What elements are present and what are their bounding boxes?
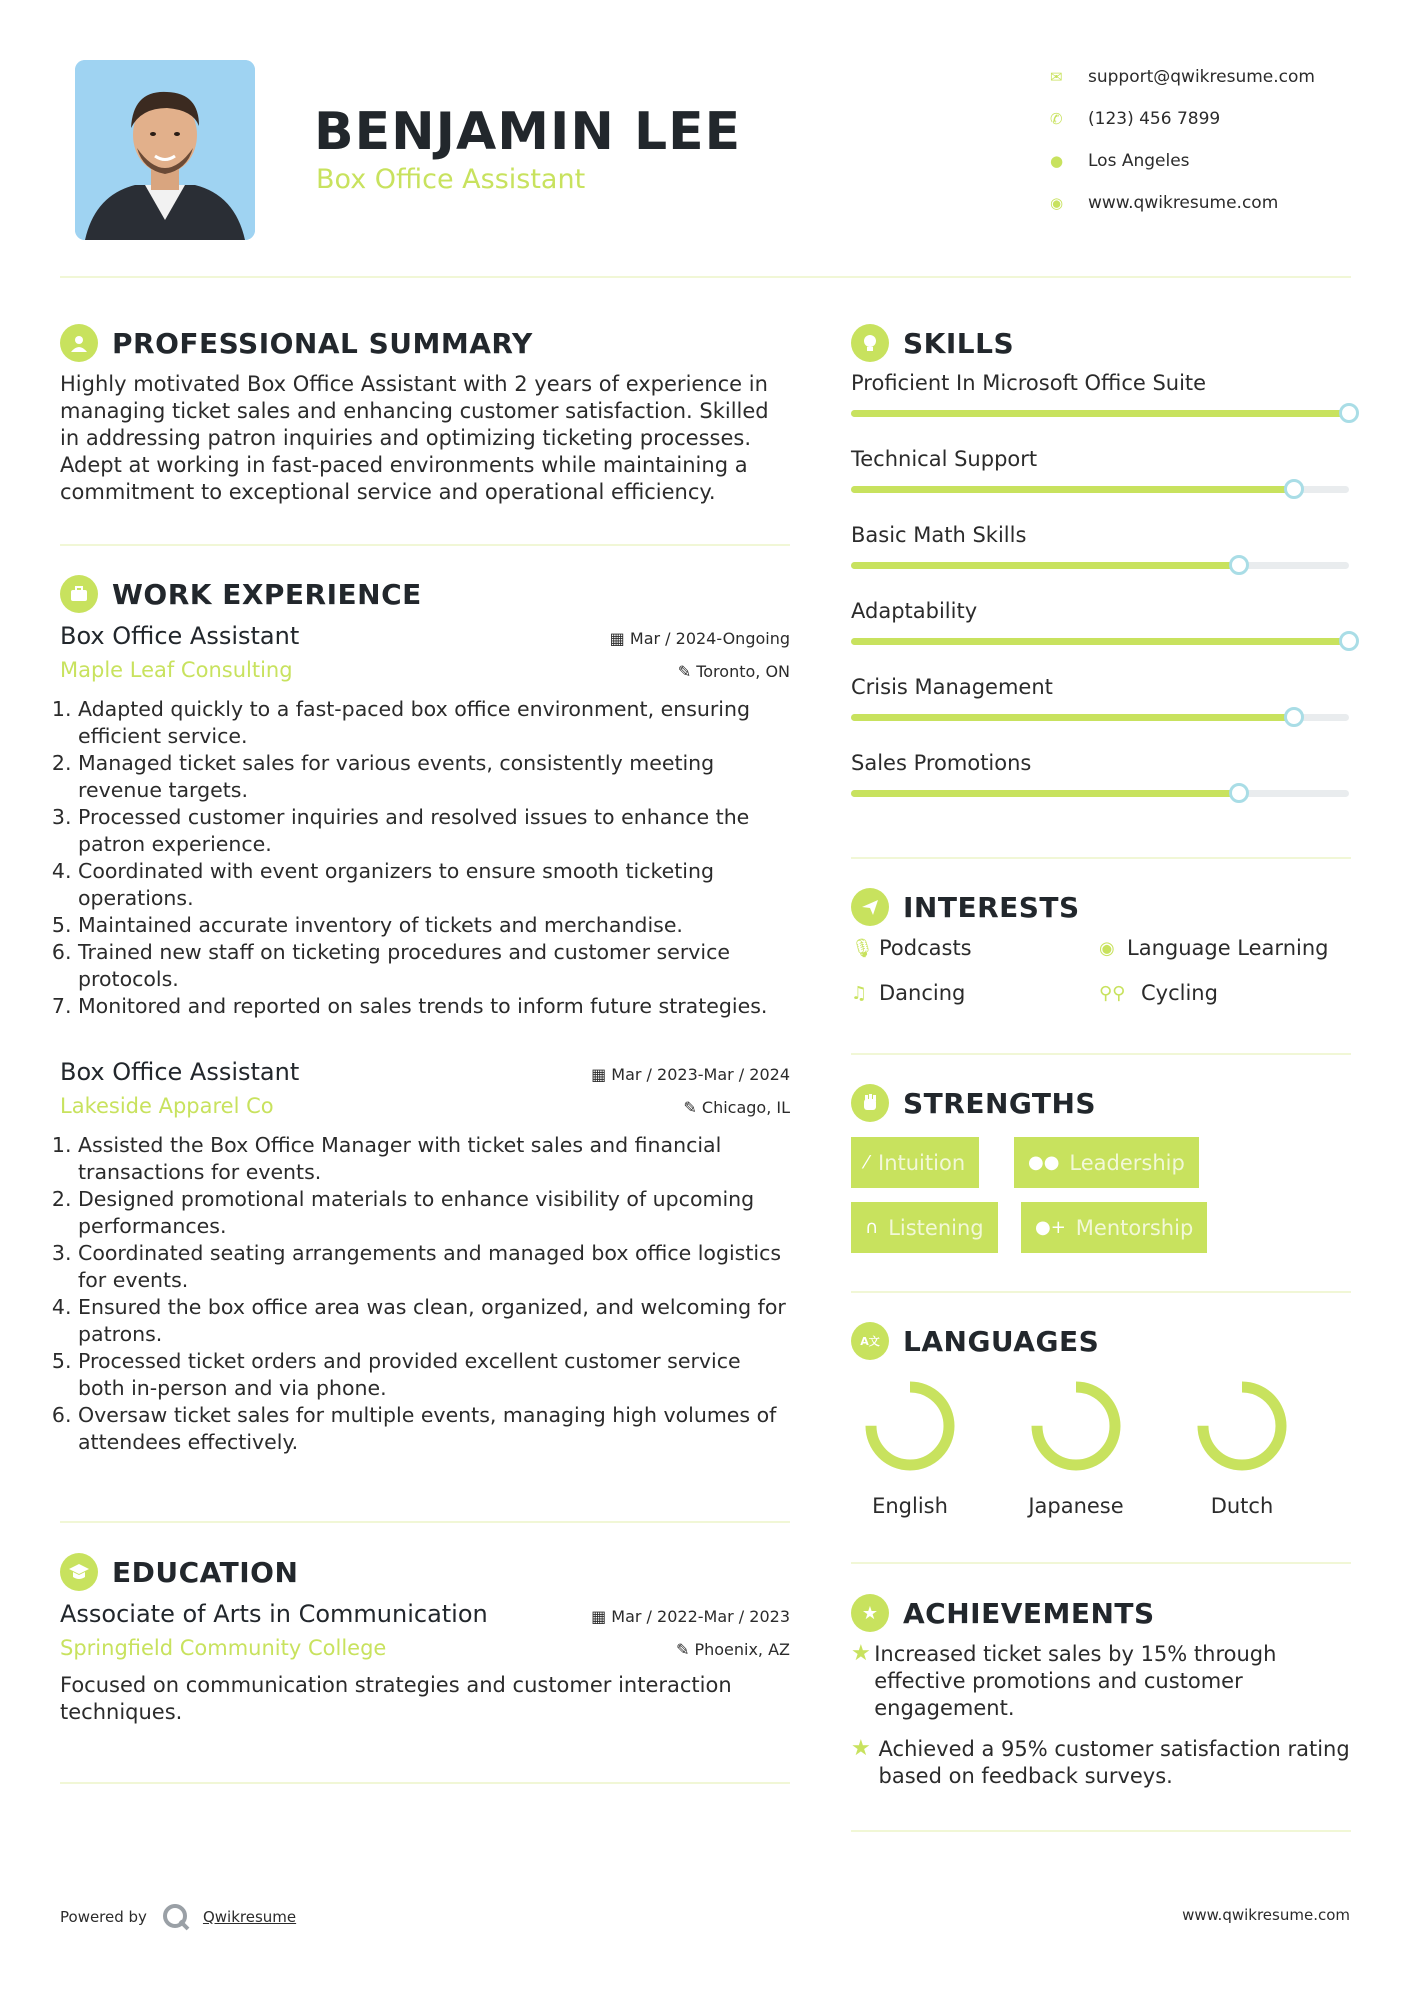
duty-item: 2. Managed ticket sales for various events, consistently meeting revenue targets. [78,750,790,804]
interest-label: Cycling [1141,981,1218,1005]
job-date-text: Mar / 2023-Mar / 2024 [611,1065,790,1084]
job-company: Lakeside Apparel Co [60,1094,274,1118]
language-item [850,1376,970,1518]
skill-level-knob [1339,403,1359,423]
interest-label: Dancing [879,981,966,1005]
summary-text [60,371,800,506]
skill-bar [851,790,1349,797]
star-icon: ★ [851,1736,871,1761]
strength-tag [851,1202,998,1253]
phone-text: (123) 456 7899 [1088,109,1221,129]
skill-bar [851,486,1349,493]
summary-heading [60,324,533,362]
job-location-text: Toronto, ON [696,662,790,681]
job-company: Maple Leaf Consulting [60,658,293,682]
music-note-icon: ♫ [851,982,868,1004]
skill-name: Technical Support [851,447,1038,471]
skill-level-knob [1339,631,1359,651]
achievements-title: ACHIEVEMENTS [903,1596,1155,1630]
section-divider [60,1782,790,1784]
duty-item: 6. Trained new staff on ticketing procedures and customer service protocols. [78,939,790,993]
duty-item: 5. Processed ticket orders and provided excellent customer service both in-person and via phone. [78,1348,790,1402]
qwikresume-logo-icon [161,1902,191,1932]
language-name: Japanese [1028,1494,1124,1518]
duty-item: 1. Adapted quickly to a fast-paced box office environment, ensuring efficient service. [78,696,790,750]
pin-icon: ✎ [683,1098,697,1117]
job-entry [60,622,790,1020]
languages-heading [851,1322,1099,1360]
interests-title: INTERESTS [903,890,1080,924]
skill-level-knob [1284,479,1304,499]
section-divider [851,1830,1351,1832]
language-level-arc [1037,1387,1115,1465]
duty-item: 5. Maintained accurate inventory of tickets and merchandise. [78,912,790,939]
graduation-cap-icon [60,1553,98,1591]
achievements-heading [851,1594,1155,1632]
contact-email[interactable] [1050,56,1350,98]
duty-item: 4. Coordinated with event organizers to ensure smooth ticketing operations. [78,858,790,912]
interest-label: Language Learning [1127,936,1329,960]
job-duties [60,1132,790,1456]
section-divider [851,857,1351,859]
skill-bar [851,562,1349,569]
interest-item [851,936,972,960]
summary-line: Highly motivated Box Office Assistant with 2 years of experience in [60,372,768,396]
experience-title: WORK EXPERIENCE [112,577,422,611]
summary-line: in addressing patron inquiries and optimizing ticketing processes. [60,426,751,450]
lightbulb-icon [851,324,889,362]
qwikresume-link[interactable]: Qwikresume [202,1908,297,1926]
duty-item: 1. Assisted the Box Office Manager with ticket sales and financial transactions for events. [78,1132,790,1186]
section-divider [851,1562,1351,1564]
skill-bar-fill [851,562,1239,569]
skill-bar [851,714,1349,721]
bicycle-icon: ⚲⚲ [1099,982,1126,1004]
language-ring [1192,1376,1292,1476]
powered-by [60,1902,296,1932]
skill-item [851,599,1351,645]
job-title: Box Office Assistant [60,1058,300,1086]
duty-item: 7. Monitored and reported on sales trends to inform future strategies. [78,993,790,1020]
skills-title: SKILLS [903,326,1015,360]
map-pin-icon: ● [1050,152,1064,170]
language-ring [860,1376,960,1476]
job-date [591,1065,790,1084]
skill-item [851,447,1351,493]
pin-icon: ✎ [675,1640,690,1659]
contact-list [1050,56,1350,224]
duty-item: 6. Oversaw ticket sales for multiple events, managing high volumes of attendees effectively. [78,1402,790,1456]
strength-label: Leadership [1069,1150,1185,1175]
duty-item: 2. Designed promotional materials to enhance visibility of upcoming performances. [78,1186,790,1240]
skill-name: Basic Math Skills [851,523,1027,547]
website-text: www.qwikresume.com [1088,193,1279,213]
contact-website[interactable] [1050,182,1350,224]
skill-bar-fill [851,790,1239,797]
star-icon: ★ [851,1641,871,1666]
summary-line: managing ticket sales and enhancing customer satisfaction. Skilled [60,399,769,423]
strength-tag [1021,1202,1207,1253]
contact-location [1050,140,1350,182]
achievement-item [851,1641,1351,1722]
hand-icon [851,1084,889,1122]
footer-website[interactable]: www.qwikresume.com [1182,1906,1350,1924]
skill-item [851,751,1351,797]
skill-level-knob [1284,707,1304,727]
job-date [610,629,790,648]
interest-item [1099,936,1328,960]
duty-item: 3. Coordinated seating arrangements and managed box office logistics for events. [78,1240,790,1294]
school-name: Springfield Community College [60,1636,387,1660]
summary-title: PROFESSIONAL SUMMARY [112,326,533,360]
microphone-icon: 🎙︎ [851,937,874,959]
pin-icon: ✎ [677,662,692,681]
job-duties [60,696,790,1020]
user-plus-icon: ●+ [1035,1217,1066,1238]
strength-label: Listening [888,1215,984,1240]
skill-name: Adaptability [851,599,978,623]
education-description: Focused on communication strategies and customer interaction techniques. [60,1673,732,1724]
interest-item [851,981,965,1005]
skill-level-knob [1229,555,1249,575]
education-title: EDUCATION [112,1555,299,1589]
globe-icon: ◉ [1050,194,1064,212]
job-location [678,662,790,681]
interest-item [1099,981,1218,1005]
education-location [676,1640,790,1659]
language-name: English [872,1494,948,1518]
candidate-title: Box Office Assistant [316,164,586,195]
education-location-text: Phoenix, AZ [694,1640,790,1659]
user-icon [60,324,98,362]
strengths-heading [851,1084,1096,1122]
job-location [683,1098,790,1117]
skill-item [851,371,1351,417]
strength-tag [1014,1137,1199,1188]
briefcase-icon [60,575,98,613]
section-divider [60,1521,790,1523]
education-heading [60,1553,298,1591]
profile-photo [75,60,255,240]
language-level-arc [871,1387,949,1465]
star-badge-icon: ★ [851,1594,889,1632]
calendar-icon: ▦ [591,1607,607,1626]
interests-heading [851,888,1080,926]
skill-bar-fill [851,486,1294,493]
skill-item [851,523,1351,569]
skill-name: Crisis Management [851,675,1053,699]
header-divider [60,276,1351,278]
degree-title: Associate of Arts in Communication [60,1600,488,1628]
skill-bar [851,410,1349,417]
duty-item: 4. Ensured the box office area was clean, organized, and welcoming for patrons. [78,1294,790,1348]
strength-label: Mentorship [1075,1215,1194,1240]
section-divider [851,1291,1351,1293]
calendar-icon: ▦ [609,629,625,648]
skill-item [851,675,1351,721]
skill-bar-fill [851,410,1349,417]
headphones-icon: ∩ [865,1217,879,1238]
skill-bar-fill [851,638,1349,645]
magic-wand-icon: ⁄ [865,1152,869,1173]
skill-name: Sales Promotions [851,751,1032,775]
candidate-name: BENJAMIN LEE [314,102,742,162]
envelope-icon: ✉ [1050,68,1063,86]
job-location-text: Chicago, IL [701,1098,790,1117]
achievement-text: Achieved a 95% customer satisfaction rating based on feedback surveys. [878,1737,1350,1788]
skill-bar [851,638,1349,645]
language-level-arc [1203,1387,1281,1465]
summary-line: Adept at working in fast-paced environments while maintaining a [60,453,748,477]
section-divider [60,544,790,546]
skills-heading [851,324,1014,362]
calendar-icon: ▦ [591,1065,607,1084]
paper-plane-icon [851,888,889,926]
strengths-title: STRENGTHS [903,1086,1097,1120]
powered-by-text: Powered by [60,1908,147,1926]
location-text: Los Angeles [1088,151,1190,171]
achievement-text: Increased ticket sales by 15% through effective promotions and customer engagement. [874,1642,1277,1720]
skill-level-knob [1229,783,1249,803]
language-ring [1026,1376,1126,1476]
education-date-text: Mar / 2022-Mar / 2023 [611,1607,790,1626]
strength-tag [851,1137,979,1188]
language-item [1182,1376,1302,1518]
section-divider [851,1053,1351,1055]
skill-name: Proficient In Microsoft Office Suite [851,371,1207,395]
job-date-text: Mar / 2024-Ongoing [629,629,790,648]
strength-label: Intuition [878,1150,966,1175]
skill-bar-fill [851,714,1294,721]
users-icon: ●● [1028,1152,1060,1173]
interest-label: Podcasts [879,936,972,960]
language-icon: A文 [851,1322,889,1360]
phone-icon: ✆ [1050,110,1063,128]
experience-heading [60,575,422,613]
duty-item: 3. Processed customer inquiries and resolved issues to enhance the patron experience. [78,804,790,858]
email-text: support@qwikresume.com [1088,67,1315,87]
job-title: Box Office Assistant [60,622,300,650]
summary-line: commitment to exceptional service and operational efficiency. [60,480,716,504]
globe-icon: ◉ [1099,937,1115,959]
achievement-item [851,1736,1351,1790]
education-entry [60,1600,790,1726]
job-entry [60,1058,790,1456]
language-item [1016,1376,1136,1518]
language-name: Dutch [1210,1494,1274,1518]
languages-title: LANGUAGES [903,1324,1100,1358]
education-date [591,1607,790,1626]
contact-phone[interactable] [1050,98,1350,140]
